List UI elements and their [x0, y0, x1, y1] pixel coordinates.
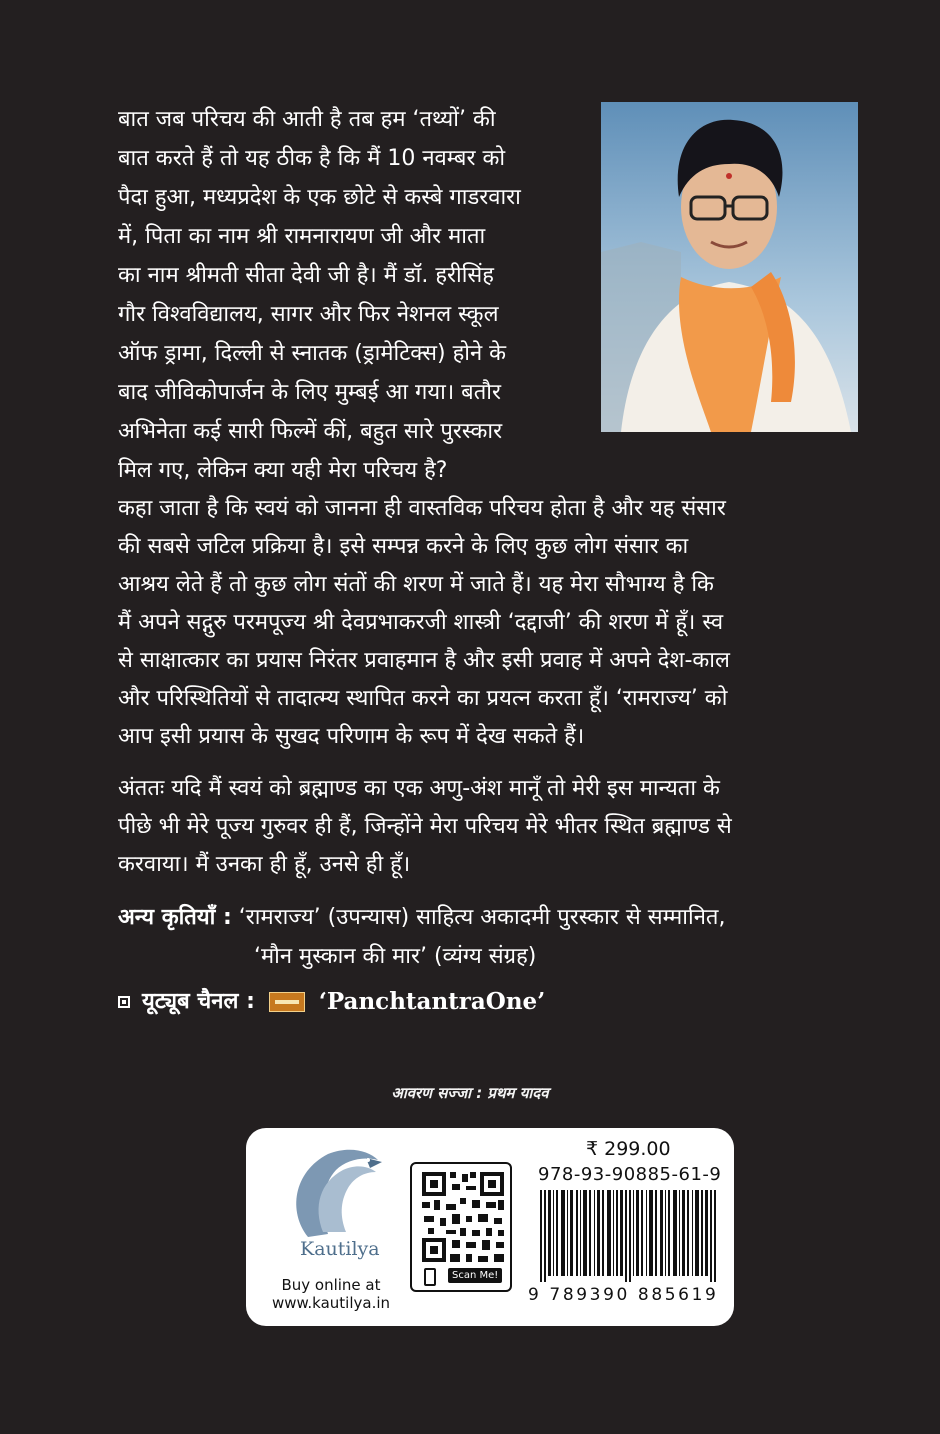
qr-code[interactable] — [410, 1162, 512, 1292]
youtube-label: यूट्यूब चैनल : — [142, 989, 255, 1014]
intro-line: ऑफ ड्रामा, दिल्ली से स्नातक (ड्रामेटिक्स) होने के — [118, 341, 507, 366]
paragraph-line: की सबसे जटिल प्रक्रिया है। इसे सम्पन्न करने के लिए कुछ लोग संसार का — [118, 534, 689, 559]
publisher-name: Kautilya — [300, 1238, 380, 1260]
intro-line: बाद जीविकोपार्जन के लिए मुम्बई आ गया। बतौर — [118, 380, 501, 405]
cover-design-credit: आवरण सज्जा : प्रथम यादव — [391, 1084, 549, 1102]
other-works-label: अन्य कृतियाँ : — [118, 905, 232, 930]
intro-line: बात करते हैं तो यह ठीक है कि मैं 10 नवम्बर को — [118, 146, 506, 171]
other-works-item-2: ‘मौन मुस्कान की मार’ (व्यंग्य संग्रह) — [254, 944, 537, 969]
publisher-website: www.kautilya.in — [271, 1294, 391, 1312]
bullet-square-icon — [118, 996, 130, 1008]
author-portrait-image — [601, 102, 858, 432]
phone-icon — [424, 1268, 436, 1286]
kautilya-logo — [268, 1142, 398, 1282]
author-photo — [601, 102, 858, 432]
paragraph-line: मैं अपने सद्गुरु परमपूज्य श्री देवप्रभाकरजी शास्त्री ‘दद्दाजी’ की शरण में हूँ। स्व — [118, 610, 724, 635]
other-works — [118, 898, 860, 976]
paragraph-line: आप इसी प्रयास के सुखद परिणाम के रूप में देख सकते हैं। — [118, 724, 585, 749]
isbn-number: 978-93-90885-61-9 — [538, 1164, 722, 1185]
paragraph-2 — [118, 490, 860, 756]
price-barcode-sticker — [246, 1128, 734, 1326]
intro-line: में, पिता का नाम श्री रामनारायण जी और माता — [118, 224, 486, 249]
intro-line: बात जब परिचय की आती है तब हम ‘तथ्यों’ की — [118, 107, 496, 132]
intro-line: मिल गए, लेकिन क्या यही मेरा परिचय है? — [118, 458, 448, 483]
paragraph-line: पीछे भी मेरे पूज्य गुरुवर ही हैं, जिन्होंने मेरा परिचय मेरे भीतर स्थित ब्रह्माण्ड से — [118, 814, 732, 839]
paragraph-line: अंततः यदि मैं स्वयं को ब्रह्माण्ड का एक अणु-अंश मानूँ तो मेरी इस मान्यता के — [118, 776, 720, 801]
scan-me-label: Scan Me! — [448, 1268, 502, 1283]
book-price: ₹ 299.00 — [586, 1138, 671, 1160]
paragraph-3 — [118, 770, 860, 884]
isbn-barcode — [532, 1190, 724, 1282]
paragraph-line: आश्रय लेते हैं तो कुछ लोग संतों की शरण में जाते हैं। यह मेरा सौभाग्य है कि — [118, 572, 714, 597]
barcode-number: 9 789390 885619 — [528, 1285, 719, 1305]
paragraph-line: और परिस्थितियों से तादात्म्य स्थापित करने का प्रयत्न करता हूँ। ‘रामराज्य’ को — [118, 686, 728, 711]
intro-paragraph — [118, 100, 590, 490]
intro-line: गौर विश्वविद्यालय, सागर और फिर नेशनल स्कूल — [118, 302, 499, 327]
intro-line: अभिनेता कई सारी फिल्में कीं, बहुत सारे पुरस्कार — [118, 419, 503, 444]
buy-online-text: Buy online at — [281, 1276, 381, 1294]
paragraph-line: से साक्षात्कार का प्रयास निरंतर प्रवाहमान है और इसी प्रवाह में अपने देश-काल — [118, 648, 730, 673]
other-works-row-1 — [118, 898, 860, 937]
paragraph-line: करवाया। मैं उनका ही हूँ, उनसे ही हूँ। — [118, 852, 411, 877]
qr-code-icon — [420, 1170, 506, 1264]
paragraph-line: कहा जाता है कि स्वयं को जानना ही वास्तविक परिचय होता है और यह संसार — [118, 496, 726, 521]
panchtantra-channel-icon — [269, 992, 305, 1012]
intro-line: पैदा हुआ, मध्यप्रदेश के एक छोटे से कस्बे गाडरवारा — [118, 185, 521, 210]
intro-line: का नाम श्रीमती सीता देवी जी है। मैं डॉ. हरीसिंह — [118, 263, 494, 288]
other-works-item-1: ‘रामराज्य’ (उपन्यास) साहित्य अकादमी पुरस्कार से सम्मानित, — [238, 905, 726, 930]
youtube-channel — [118, 985, 545, 1019]
youtube-channel-name: ‘PanchtantraOne’ — [318, 988, 546, 1015]
kautilya-bird-icon — [268, 1142, 398, 1252]
